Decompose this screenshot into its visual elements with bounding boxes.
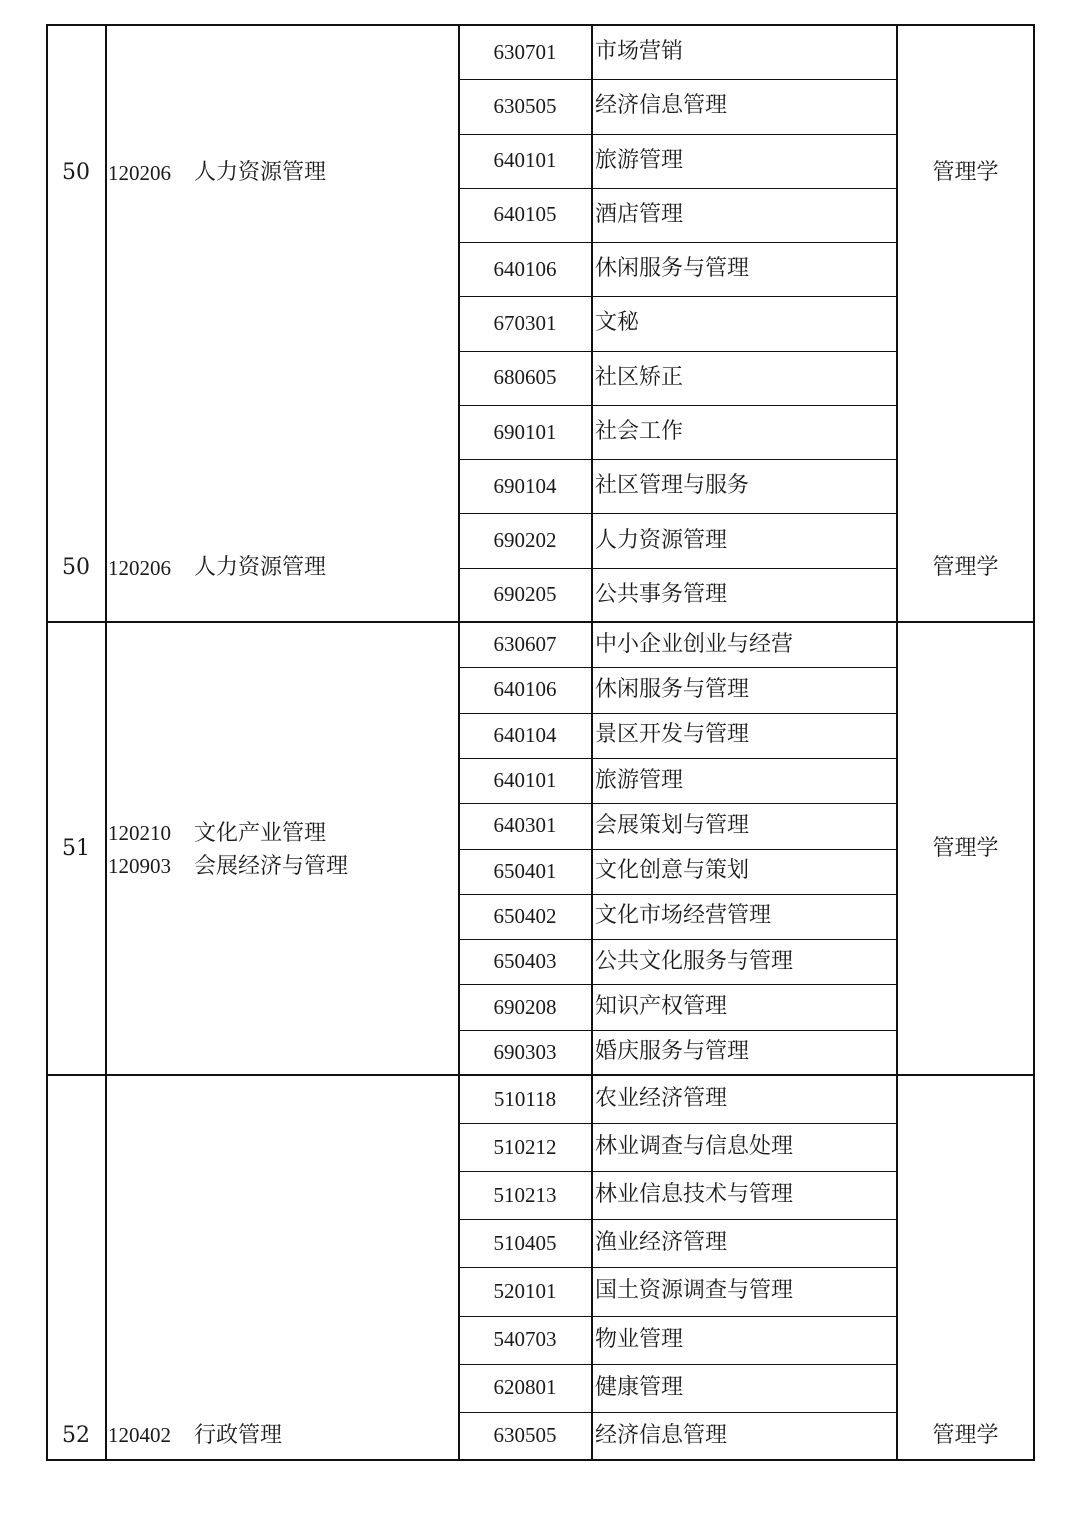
vocational-name: 文化创意与策划 [595,858,750,884]
vocational-code: 510405 [493,1230,557,1255]
major-name: 文化产业管理 [194,821,327,846]
vocational-code: 650403 [493,949,557,974]
row-divider [458,939,896,940]
vocational-name: 社会工作 [595,419,684,444]
group-divider [46,1074,1035,1076]
vocational-code: 510213 [493,1182,557,1207]
row-divider [458,1219,896,1220]
vocational-code: 670301 [493,310,557,335]
vocational-name: 中小企业创业与经营 [595,631,794,657]
vocational-name: 会展策划与管理 [595,812,750,838]
major-name: 行政管理 [194,1422,283,1448]
vocational-code: 630701 [493,39,557,64]
major-name: 人力资源管理 [194,555,327,580]
column-divider [1033,24,1035,1461]
vocational-code: 620801 [493,1375,557,1400]
vocational-code: 640104 [493,722,557,747]
column-divider [458,24,460,1461]
vocational-code: 690205 [493,582,557,607]
vocational-name: 国土资源调查与管理 [595,1278,794,1304]
column-divider [105,24,107,1461]
vocational-code: 690208 [493,994,557,1019]
vocational-name: 景区开发与管理 [595,722,750,748]
discipline-category-repeat: 管理学 [932,555,999,580]
group-divider [46,621,1035,623]
row-divider [458,803,896,804]
vocational-name: 旅游管理 [595,767,684,793]
row-divider [458,134,896,135]
row-divider [458,568,896,569]
vocational-code: 510212 [493,1134,557,1159]
row-divider [458,1316,896,1317]
major-line [108,850,456,883]
row-divider [458,758,896,759]
vocational-name: 旅游管理 [595,147,684,173]
row-divider [458,1171,896,1172]
vocational-name: 婚庆服务与管理 [595,1039,750,1065]
column-divider [46,24,48,1461]
vocational-code: 640105 [493,202,557,227]
row-divider [458,1267,896,1268]
vocational-name: 物业管理 [595,1326,684,1352]
row-divider [458,296,896,297]
vocational-code: 690104 [493,473,557,498]
vocational-name: 社区矫正 [595,364,684,390]
group-number: 51 [62,835,90,861]
row-divider [458,1123,896,1124]
vocational-name: 经济信息管理 [595,93,728,119]
vocational-name: 公共事务管理 [595,581,728,607]
row-divider [458,713,896,714]
major-code: 120210 [108,821,171,845]
vocational-name: 市场营销 [595,39,684,65]
table-border-top [46,24,1035,26]
vocational-name: 酒店管理 [595,201,684,227]
vocational-name: 林业调查与信息处理 [595,1134,794,1160]
discipline-category: 管理学 [932,1422,999,1448]
major-code: 120402 [108,1423,171,1447]
undergrad-majors [108,817,456,883]
group-number-repeat: 50 [62,555,90,580]
row-divider [458,242,896,243]
vocational-name: 农业经济管理 [595,1086,728,1112]
major-code: 120206 [108,160,171,185]
vocational-name: 休闲服务与管理 [595,676,750,702]
column-divider [591,24,593,1461]
vocational-code: 640301 [493,813,557,838]
vocational-code: 540703 [493,1327,557,1352]
row-divider [458,351,896,352]
row-divider [458,1412,896,1413]
row-divider [458,1030,896,1031]
major-code: 120206 [108,555,171,580]
vocational-name: 健康管理 [595,1374,684,1400]
major-line [108,817,456,850]
vocational-name: 文化市场经营管理 [595,903,772,929]
group-number: 52 [62,1422,90,1448]
group-number: 50 [62,160,90,185]
vocational-code: 630505 [493,93,557,118]
undergrad-major [108,1411,456,1460]
row-divider [458,459,896,460]
vocational-name: 经济信息管理 [595,1422,728,1448]
vocational-name: 文秘 [595,310,640,336]
row-divider [458,667,896,668]
major-code: 120903 [108,854,171,878]
discipline-category: 管理学 [932,835,999,861]
row-divider [458,188,896,189]
vocational-name: 林业信息技术与管理 [595,1182,794,1208]
vocational-code: 640106 [493,677,557,702]
vocational-code: 650401 [493,858,557,883]
vocational-name: 公共文化服务与管理 [595,948,794,974]
discipline-category: 管理学 [932,160,999,185]
row-divider [458,405,896,406]
row-divider [458,1364,896,1365]
vocational-code: 640101 [493,148,557,173]
vocational-name: 社区管理与服务 [595,473,750,499]
column-divider [896,24,898,1461]
vocational-name: 休闲服务与管理 [595,256,750,282]
row-divider [458,894,896,895]
vocational-code: 690202 [493,528,557,553]
vocational-name: 知识产权管理 [595,994,728,1020]
major-name: 人力资源管理 [194,160,327,185]
row-divider [458,849,896,850]
vocational-code: 510118 [493,1086,557,1111]
row-divider [458,513,896,514]
vocational-code: 640101 [493,768,557,793]
vocational-code: 520101 [493,1278,557,1303]
vocational-code: 650402 [493,903,557,928]
vocational-code: 690101 [493,419,557,444]
vocational-code: 630505 [493,1423,557,1448]
vocational-code: 630607 [493,632,557,657]
row-divider [458,79,896,80]
undergrad-major [108,25,456,321]
table-border-bottom [46,1459,1035,1461]
vocational-name: 人力资源管理 [595,527,728,553]
undergrad-major-repeat [108,514,456,622]
vocational-code: 640106 [493,256,557,281]
vocational-code: 690303 [493,1039,557,1064]
vocational-name: 渔业经济管理 [595,1230,728,1256]
vocational-code: 680605 [493,365,557,390]
row-divider [458,984,896,985]
major-name: 会展经济与管理 [194,854,349,879]
